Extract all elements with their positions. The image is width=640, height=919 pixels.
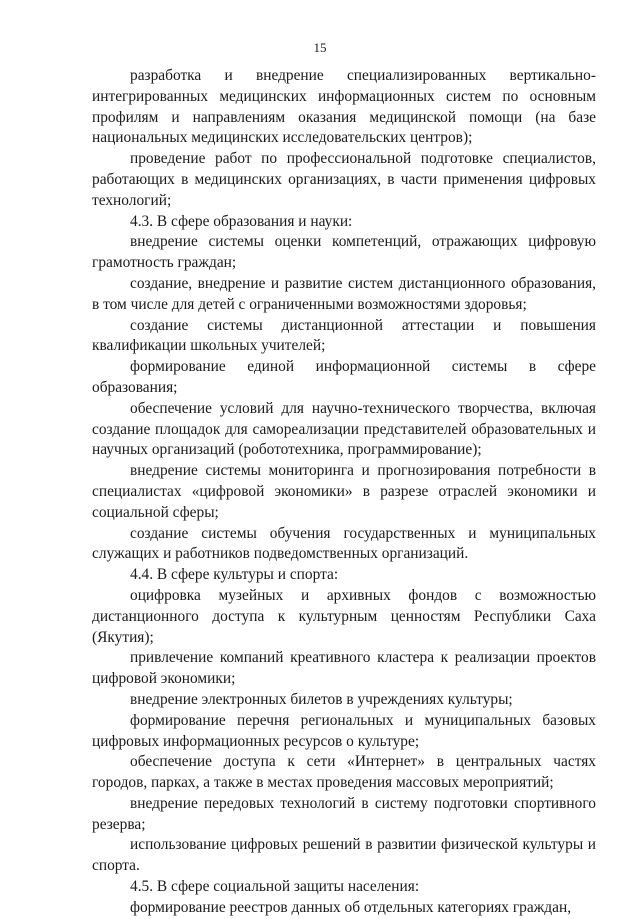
list-item: оцифровка музейных и архивных фондов с возможностью дистанционного доступа к культурным ценностям Республики Саха (Якутия); [92,586,596,646]
list-item: формирование реестров данных об отдельных категориях граждан, [130,898,572,916]
list-item: обеспечение доступа к сети «Интернет» в центральных частях городов, парках, а также в местах проведения массовых мероприятий; [92,753,596,792]
list-item: создание системы обучения государственных и муниципальных служащих и работников подведомственных организаций. [92,524,596,563]
list-item: обеспечение условий для научно-технического творчества, включая создание площадок для самореализации представителей образовательных и научных организаций (робототехника, программирование); [92,399,596,459]
list-item: привлечение компаний креативного кластера к реализации проектов цифровой экономики; [92,649,596,688]
list-item: создание, внедрение и развитие систем дистанционного образования, в том числе для детей с ограниченными возможностями здоровья; [92,274,596,313]
section-heading: 4.5. В сфере социальной защиты населения: [130,878,420,896]
list-item: внедрение системы мониторинга и прогнозирования потребности в специалистах «цифровой экономики» в разрезе отраслей экономики и социальной сферы; [92,462,596,521]
section-heading: 4.4. В сфере культуры и спорта: [130,566,339,584]
page-number: 15 [313,40,327,55]
list-item: внедрение электронных билетов в учреждениях культуры; [130,690,513,708]
document-body [92,66,596,919]
list-item: использование цифровых решений в развитии физической культуры и спорта. [92,836,596,875]
list-item: проведение работ по профессиональной подготовке специалистов, работающих в медицинских организациях, в части применения цифровых технологий; [92,150,596,209]
list-item: внедрение передовых технологий в систему подготовки спортивного резерва; [92,794,596,833]
list-item: формирование перечня региональных и муниципальных базовых цифровых информационных ресурсов о культуре; [92,711,596,750]
list-item: формирование единой информационной системы в сфере образования; [92,358,596,396]
section-heading: 4.3. В сфере образования и науки: [130,212,353,230]
list-item: разработка и внедрение специализированных вертикально-интегрированных медицинских информационных систем по основным профилям и направлениям оказания медицинской помощи (на базе национальных медицинских исследовательских центров); [92,67,596,147]
list-item: внедрение системы оценки компетенций, отражающих цифровую грамотность граждан; [92,233,596,272]
list-item: создание системы дистанционной аттестации и повышения квалификации школьных учителей; [92,316,596,355]
